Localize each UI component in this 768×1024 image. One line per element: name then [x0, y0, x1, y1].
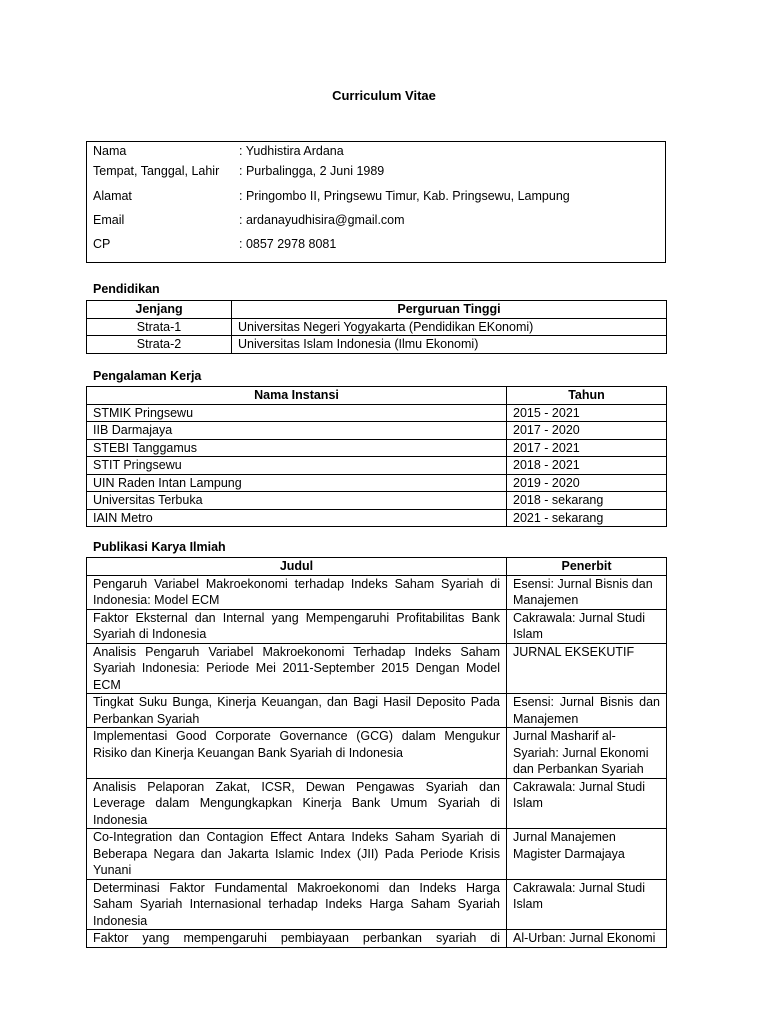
info-value: : 0857 2978 8081: [239, 237, 337, 252]
table-cell: 2019 - 2020: [507, 474, 667, 492]
table-row: [87, 575, 667, 609]
table-row: [87, 336, 667, 354]
page-title: Curriculum Vitae: [332, 88, 436, 103]
info-value: : Purbalingga, 2 Juni 1989: [239, 164, 385, 179]
table-row: [87, 879, 667, 930]
pendidikan-table: [86, 300, 667, 354]
column-header: Perguruan Tinggi: [232, 301, 667, 319]
table-cell: Cakrawala: Jurnal Studi Islam: [507, 609, 667, 643]
column-header: Penerbit: [507, 558, 667, 576]
table-row: [87, 778, 667, 829]
publikasi-table: [86, 557, 667, 948]
table-row: [87, 509, 667, 527]
section-heading-pengalaman: Pengalaman Kerja: [93, 369, 202, 383]
table-cell: UIN Raden Intan Lampung: [87, 474, 507, 492]
table-row: [87, 474, 667, 492]
table-cell: 2018 - 2021: [507, 457, 667, 475]
info-value: : Yudhistira Ardana: [239, 143, 344, 158]
table-cell: Jurnal Manajemen Magister Darmajaya: [507, 829, 667, 880]
info-row-nama: [93, 142, 659, 159]
column-header: Jenjang: [87, 301, 232, 319]
table-cell: Tingkat Suku Bunga, Kinerja Keuangan, dan Bagi Hasil Deposito Pada Perbankan Syariah: [87, 694, 507, 728]
table-row: [87, 318, 667, 336]
pengalaman-table: [86, 386, 667, 527]
table-cell: 2021 - sekarang: [507, 509, 667, 527]
table-cell: Universitas Islam Indonesia (Ilmu Ekonomi): [232, 336, 667, 354]
table-cell: Universitas Negeri Yogyakarta (Pendidikan EKonomi): [232, 318, 667, 336]
info-row-email: [93, 208, 659, 232]
info-row-cp: [93, 232, 659, 256]
table-row: [87, 728, 667, 779]
column-header: Tahun: [507, 387, 667, 405]
info-label: Tempat, Tanggal, Lahir: [93, 164, 220, 179]
table-cell: Implementasi Good Corporate Governance (GCG) dalam Mengukur Risiko dan Kinerja Keuangan Bank Syariah di Indonesia: [87, 728, 507, 779]
table-row: [87, 439, 667, 457]
table-cell: 2015 - 2021: [507, 404, 667, 422]
table-cell: Al-Urban: Jurnal Ekonomi: [507, 930, 667, 948]
table-cell: 2018 - sekarang: [507, 492, 667, 510]
table-row: [87, 930, 667, 948]
info-label: CP: [93, 237, 111, 252]
table-row: [87, 694, 667, 728]
table-cell: STEBI Tanggamus: [87, 439, 507, 457]
table-cell: Cakrawala: Jurnal Studi Islam: [507, 778, 667, 829]
table-cell: Co-Integration dan Contagion Effect Antara Indeks Saham Syariah di Beberapa Negara dan Jakarta Islamic Index (JII) Pada Periode Krisis Yunani: [87, 829, 507, 880]
table-cell: Analisis Pelaporan Zakat, ICSR, Dewan Pengawas Syariah dan Leverage dalam Mengungkapkan Kinerja Bank Umum Syariah di Indonesia: [87, 778, 507, 829]
table-cell: STIT Pringsewu: [87, 457, 507, 475]
table-cell: Esensi: Jurnal Bisnis dan Manajemen: [507, 694, 667, 728]
table-header-row: [87, 301, 667, 319]
table-header-row: [87, 558, 667, 576]
table-cell: IIB Darmajaya: [87, 422, 507, 440]
table-cell: Pengaruh Variabel Makroekonomi terhadap Indeks Saham Syariah di Indonesia: Model ECM: [87, 575, 507, 609]
table-cell: Faktor yang mempengaruhi pembiayaan perbankan syariah di: [87, 930, 507, 948]
column-header: Nama Instansi: [87, 387, 507, 405]
info-label: Alamat: [93, 188, 132, 203]
info-value: : Pringombo II, Pringsewu Timur, Kab. Pringsewu, Lampung: [239, 188, 570, 203]
info-value: : ardanayudhisira@gmail.com: [239, 212, 405, 227]
table-cell: Analisis Pengaruh Variabel Makroekonomi Terhadap Indeks Saham Syariah Indonesia: Periode Mei 2011-September 2015 Dengan Model ECM: [87, 643, 507, 694]
table-row: [87, 609, 667, 643]
table-header-row: [87, 387, 667, 405]
table-cell: Jurnal Masharif al-Syariah: Jurnal Ekonomi dan Perbankan Syariah: [507, 728, 667, 779]
table-row: [87, 492, 667, 510]
table-row: [87, 643, 667, 694]
table-cell: Determinasi Faktor Fundamental Makroekonomi dan Indeks Harga Saham Syariah Internasional terhadap Indeks Harga Saham Syariah Indonesia: [87, 879, 507, 930]
table-cell: JURNAL EKSEKUTIF: [507, 643, 667, 694]
section-heading-publikasi: Publikasi Karya Ilmiah: [93, 540, 226, 554]
table-cell: IAIN Metro: [87, 509, 507, 527]
table-row: [87, 457, 667, 475]
table-row: [87, 422, 667, 440]
table-cell: Strata-1: [87, 318, 232, 336]
info-label: Email: [93, 212, 125, 227]
table-cell: Strata-2: [87, 336, 232, 354]
table-cell: Faktor Eksternal dan Internal yang Mempengaruhi Profitabilitas Bank Syariah di Indonesia: [87, 609, 507, 643]
table-cell: 2017 - 2020: [507, 422, 667, 440]
info-label: Nama: [93, 143, 127, 158]
column-header: Judul: [87, 558, 507, 576]
personal-info-box: [86, 141, 666, 263]
section-heading-pendidikan: Pendidikan: [93, 282, 160, 296]
table-cell: STMIK Pringsewu: [87, 404, 507, 422]
info-row-alamat: [93, 183, 659, 207]
table-row: [87, 404, 667, 422]
table-row: [87, 829, 667, 880]
table-cell: Cakrawala: Jurnal Studi Islam: [507, 879, 667, 930]
info-row-ttl: [93, 159, 659, 183]
table-cell: Universitas Terbuka: [87, 492, 507, 510]
table-cell: 2017 - 2021: [507, 439, 667, 457]
table-cell: Esensi: Jurnal Bisnis dan Manajemen: [507, 575, 667, 609]
